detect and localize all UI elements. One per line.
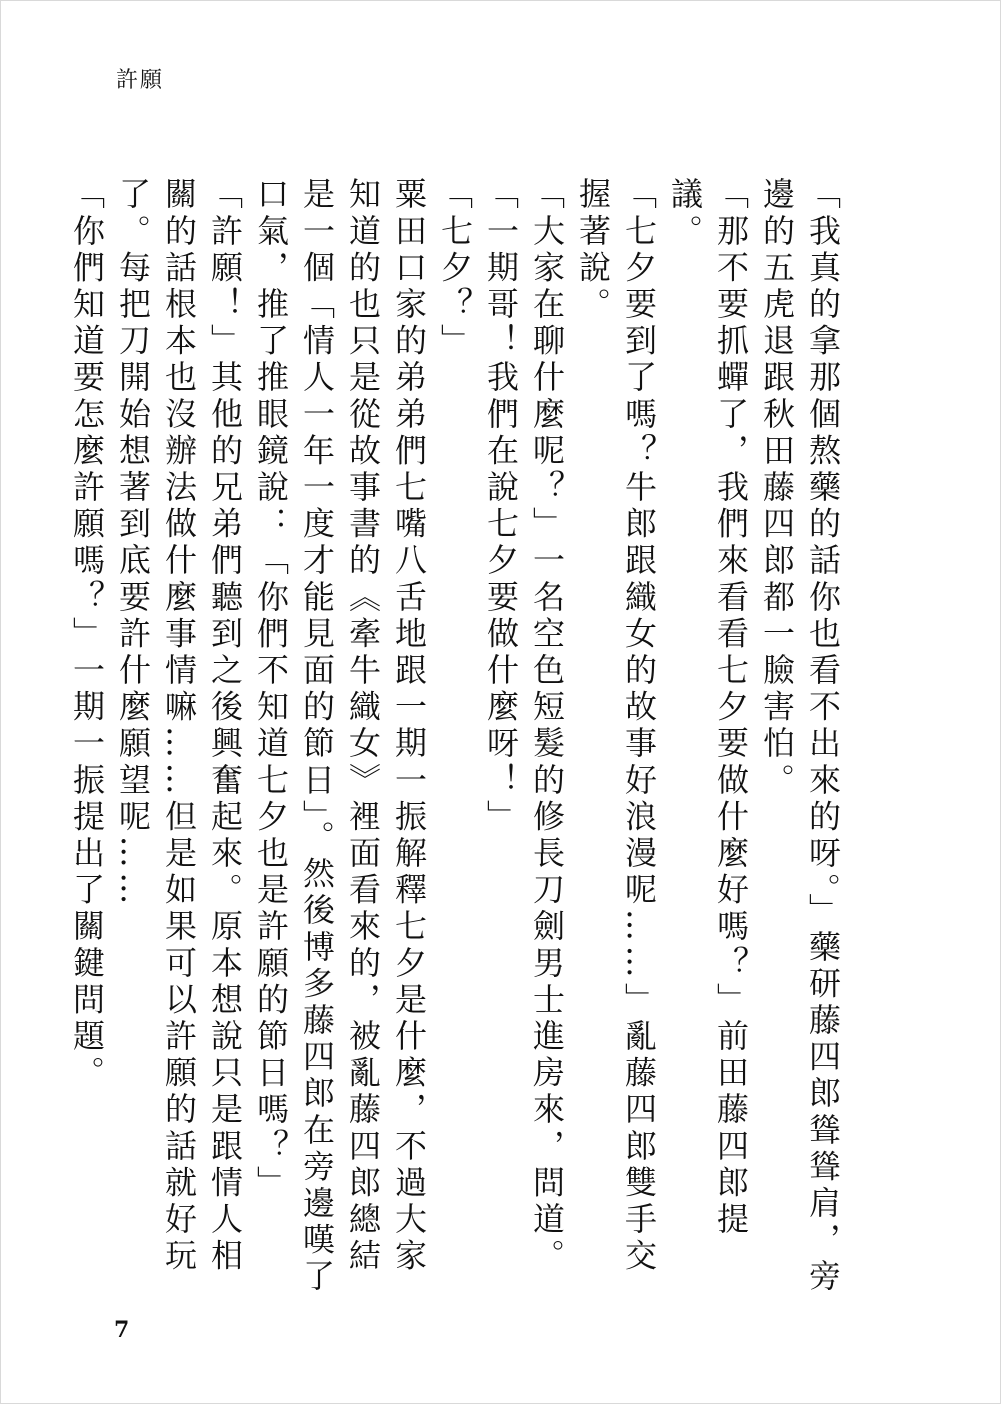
running-header-title: 許願 [116, 68, 165, 93]
paragraph: 「你們知道要怎麼許願嗎？」一期一振提出了關鍵問題。 [68, 177, 106, 1092]
vertical-body-text [68, 177, 846, 1305]
paragraph: 「七夕？」 [436, 177, 474, 360]
paragraph: 「一期哥！我們在說七夕要做什麼呀！」 [482, 177, 520, 836]
paragraph: 「那不要抓蟬了，我們來看看七夕要做什麼好嗎？」前田藤四郎提議。 [666, 177, 750, 1239]
paragraph: 「許願！」其他的兄弟們聽到之後興奮起來。原本想說只是跟情人相關的話根本也沒辦法做什麼事情嘛……但是如果可以許願的話就好玩了。每把刀開始想著到底要許什麼願望呢…… [114, 177, 244, 1275]
paragraph: 「大家在聊什麼呢？」一名空色短髮的修長刀劍男士進房來，問道。 [528, 177, 566, 1275]
page-number: 7 [114, 1317, 130, 1343]
paragraph: 「我真的拿那個熬藥的話你也看不出來的呀。」藥研藤四郎聳聳肩，旁邊的五虎退跟秋田藤四郎都一臉害怕。 [758, 177, 842, 1296]
paragraph: 「七夕要到了嗎？牛郎跟織女的故事好浪漫呢……」亂藤四郎雙手交握著說。 [574, 177, 658, 1275]
paragraph: 粟田口家的弟弟們七嘴八舌地跟一期一振解釋七夕是什麼，不過大家知道的也只是從故事書的《牽牛織女》裡面看來的，被亂藤四郎總結是一個「情人一年一度才能見面的節日」。然後博多藤四郎在旁邊嘆了口氣，推了推眼鏡說：「你們不知道七夕也是許願的節日嗎？」 [252, 177, 428, 1296]
